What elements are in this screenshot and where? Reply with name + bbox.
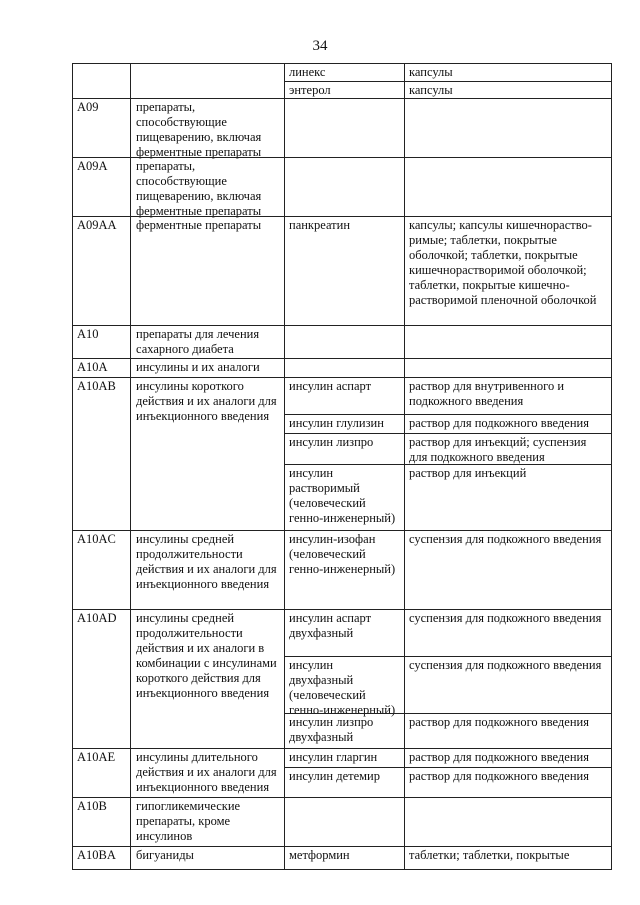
- drug-name: инсулин лизпро: [285, 434, 405, 464]
- dosage-form: капсулы: [409, 65, 453, 79]
- drug-name: метформин: [285, 847, 405, 869]
- drug-name: инсулин двухфазный (человеческий генно-инженерный): [285, 657, 405, 713]
- table-row: [285, 610, 611, 656]
- dosage-form: суспензия для подкожного введения: [409, 658, 602, 672]
- table-row-group: [73, 325, 611, 358]
- table-row: [285, 749, 611, 767]
- group-name: ферментные препараты: [131, 217, 285, 325]
- table-row: [285, 767, 611, 797]
- table-row: [285, 433, 611, 464]
- drug-name: инсулин лизпро двухфазный: [285, 714, 405, 748]
- drug-name: панкреатин: [285, 217, 405, 325]
- table-row: [285, 531, 611, 609]
- atc-code: A10AB: [73, 378, 131, 530]
- dosage-form: суспензия для подкожного введения: [409, 532, 602, 546]
- table-row: [285, 359, 611, 377]
- atc-code: A10AE: [73, 749, 131, 797]
- group-name: инсулины короткого действия и их аналоги для инъекционного введения: [131, 378, 285, 530]
- drug-name: [285, 158, 405, 216]
- dosage-form: [405, 326, 611, 358]
- dosage-form: [405, 99, 611, 157]
- table-row: [285, 798, 611, 846]
- atc-code: A10BA: [73, 847, 131, 869]
- table-row-group: [73, 797, 611, 846]
- table-row: [285, 713, 611, 748]
- group-name: препараты для лечения сахарного диабета: [131, 326, 285, 358]
- table-row: [285, 656, 611, 717]
- group-name: препараты, способствующие пищеварению, включая ферментные препараты: [131, 99, 285, 157]
- drug-name: [285, 798, 405, 846]
- drug-name: инсулин аспарт: [285, 378, 405, 414]
- drug-name: инсулин гларгин: [285, 749, 405, 767]
- drug-name: инсулин растворимый (человеческий генно-инженерный): [285, 465, 405, 530]
- table-row: [285, 414, 611, 433]
- dosage-form: [405, 359, 611, 377]
- table-row-group: [73, 216, 611, 325]
- atc-code: A10AC: [73, 531, 131, 609]
- dosage-form: раствор для подкожного введения: [409, 416, 589, 430]
- group-name: инсулины длительного действия и их аналоги для инъекционного введения: [131, 749, 285, 797]
- dosage-form: капсулы: [409, 83, 453, 97]
- drug-name: [285, 326, 405, 358]
- group-name: [131, 64, 285, 98]
- dosage-form: раствор для подкожного введения: [409, 750, 589, 764]
- table-row: [285, 99, 611, 157]
- atc-code: A10: [73, 326, 131, 358]
- table-row-group: [73, 157, 611, 216]
- table-row: [285, 217, 611, 325]
- table-row-group: [73, 846, 611, 870]
- drug-name: [285, 359, 405, 377]
- atc-code: A10B: [73, 798, 131, 846]
- drug-name: линекс: [285, 64, 405, 81]
- dosage-form: раствор для внутривенного и подкожного введения: [409, 379, 565, 408]
- table-row-group: [73, 63, 611, 98]
- drug-table: [72, 63, 612, 870]
- group-name: гипогликемические препараты, кроме инсулинов: [131, 798, 285, 846]
- table-row: [285, 64, 611, 81]
- group-name: инсулины средней продолжительности действия и их аналоги для инъекционного введения: [131, 531, 285, 609]
- dosage-form: суспензия для подкожного введения: [409, 611, 602, 625]
- drug-name: [285, 99, 405, 157]
- dosage-form: капсулы; капсулы кишечнораство-римые; таблетки, покрытые оболочкой; таблетки, покрытые кишечнорастворимой оболочкой; таблетки, покрытые кишечно-растворимой пленочной оболочкой: [409, 218, 597, 307]
- table-row-group: [73, 358, 611, 377]
- atc-code: A10A: [73, 359, 131, 377]
- group-name: инсулины средней продолжительности действия и их аналоги в комбинации с инсулинами короткого действия для инъекционного введения: [131, 610, 285, 748]
- atc-code: A09AA: [73, 217, 131, 325]
- dosage-form: раствор для подкожного введения: [409, 769, 589, 783]
- table-row-group: [73, 748, 611, 797]
- table-row-group: [73, 530, 611, 609]
- dosage-form: [405, 158, 611, 216]
- drug-name: энтерол: [285, 82, 405, 99]
- group-name: инсулины и их аналоги: [131, 359, 285, 377]
- table-row: [285, 81, 611, 99]
- drug-name: инсулин-изофан (человеческий генно-инженерный): [285, 531, 405, 609]
- drug-name: инсулин глулизин: [285, 415, 405, 433]
- dosage-form: раствор для подкожного введения: [409, 715, 589, 729]
- atc-code: [73, 64, 131, 98]
- table-row-group: [73, 377, 611, 530]
- group-name: бигуаниды: [131, 847, 285, 869]
- table-row: [285, 378, 611, 414]
- table-row: [285, 326, 611, 358]
- dosage-form: таблетки; таблетки, покрытые: [409, 848, 570, 862]
- page-number: 34: [312, 38, 328, 54]
- drug-name: инсулин аспарт двухфазный: [285, 610, 405, 656]
- atc-code: A09: [73, 99, 131, 157]
- table-row-group: [73, 98, 611, 157]
- table-row: [285, 158, 611, 216]
- dosage-form: [405, 798, 611, 846]
- table-row: [285, 847, 611, 869]
- table-row-group: [73, 609, 611, 748]
- table-row: [285, 464, 611, 530]
- dosage-form: раствор для инъекций: [409, 466, 527, 480]
- drug-name: инсулин детемир: [285, 768, 405, 797]
- dosage-form: раствор для инъекций; суспензия для подкожного введения: [409, 435, 587, 464]
- atc-code: A10AD: [73, 610, 131, 748]
- atc-code: A09A: [73, 158, 131, 216]
- group-name: препараты, способствующие пищеварению, включая ферментные препараты: [131, 158, 285, 216]
